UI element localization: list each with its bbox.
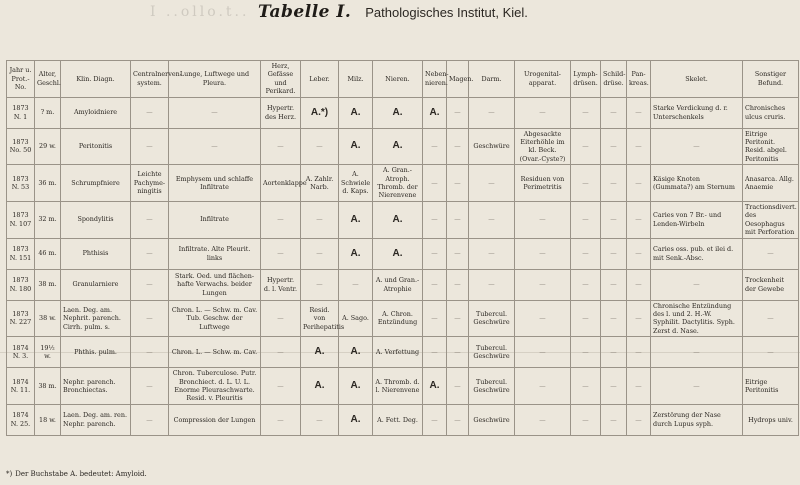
institute-subtitle: Pathologisches Institut, Kiel.	[365, 5, 528, 20]
table-cell: Starke Verdickung d. r. Unterschenkels	[651, 97, 743, 128]
table-cell: —	[601, 269, 627, 300]
table-cell: A. Gran.-Atroph. Thromb. der Nierenvene	[373, 165, 423, 202]
table-cell: 1873 No. 50	[7, 128, 35, 165]
footnote-text: Der Buchstabe A. bedeutet: Amyloid.	[15, 470, 147, 478]
table-cell: —	[447, 128, 469, 165]
table-cell: —	[423, 300, 447, 337]
table-cell: —	[515, 269, 571, 300]
table-cell: —	[423, 201, 447, 238]
table-row	[7, 128, 799, 165]
table-cell: —	[571, 300, 601, 337]
table-cell: Trockenheit der Gewebe	[743, 269, 799, 300]
col-header-cns: Centralnerven-system.	[131, 61, 169, 98]
table-cell: Infiltrate. Alte Pleurit. links	[169, 238, 261, 269]
table-cell: 1873 N. 180	[7, 269, 35, 300]
col-header-liver: Leber.	[301, 61, 339, 98]
table-cell: A.	[301, 337, 339, 368]
table-cell: —	[627, 337, 651, 368]
table-cell: —	[515, 404, 571, 435]
table-cell: —	[515, 97, 571, 128]
col-header-other: Sonstiger Befund.	[743, 61, 799, 98]
table-cell: —	[571, 238, 601, 269]
table-cell: —	[627, 165, 651, 202]
table-cell: —	[447, 201, 469, 238]
col-header-urogenital: Urogenital-apparat.	[515, 61, 571, 98]
table-cell: —	[423, 165, 447, 202]
pathology-table	[6, 60, 799, 436]
table-cell: —	[651, 337, 743, 368]
table-cell: —	[301, 238, 339, 269]
table-cell: —	[301, 404, 339, 435]
table-cell: Resid. von Perihepatitis	[301, 300, 339, 337]
table-cell: A.	[339, 201, 373, 238]
table-cell: Chronisches ulcus cruris.	[743, 97, 799, 128]
table-cell: Tubercul. Geschwüre	[469, 368, 515, 405]
table-cell: —	[261, 300, 301, 337]
table-row	[7, 97, 799, 128]
table-cell: —	[469, 238, 515, 269]
col-header-pancreas: Pan-kreas.	[627, 61, 651, 98]
table-cell: 18 w.	[35, 404, 61, 435]
table-cell: Tubercul. Geschwüre	[469, 300, 515, 337]
table-cell: —	[131, 404, 169, 435]
faded-bleedthrough-title: I ..ollo.t..	[150, 4, 250, 20]
table-cell: A. Verfettung	[373, 337, 423, 368]
table-row	[7, 238, 799, 269]
table-cell: —	[131, 337, 169, 368]
header-row	[7, 61, 799, 98]
col-header-intestine: Darm.	[469, 61, 515, 98]
table-row	[7, 404, 799, 435]
table-cell: 1873 N. 53	[7, 165, 35, 202]
table-cell: Leichte Pachyme-ningitis	[131, 165, 169, 202]
table-cell: —	[131, 128, 169, 165]
table-cell: —	[423, 238, 447, 269]
table-cell: 19½ w.	[35, 337, 61, 368]
table-body	[7, 97, 799, 435]
col-header-skeleton: Skelet.	[651, 61, 743, 98]
table-cell: —	[423, 404, 447, 435]
table-cell: —	[651, 128, 743, 165]
table-cell: 29 w.	[35, 128, 61, 165]
table-cell: 36 m.	[35, 165, 61, 202]
table-cell: Anasarca. Allg. Anaemie	[743, 165, 799, 202]
table-cell: —	[131, 368, 169, 405]
table-cell: —	[447, 368, 469, 405]
table-cell: Hypertr. d. l. Ventr.	[261, 269, 301, 300]
table-cell: Tractionsdivert. des Oesophagus mit Perforation	[743, 201, 799, 238]
table-cell: —	[131, 97, 169, 128]
table-cell: 38 w.	[35, 300, 61, 337]
table-cell: A.	[339, 238, 373, 269]
table-cell: —	[743, 337, 799, 368]
footnote	[6, 470, 150, 478]
table-cell: —	[131, 300, 169, 337]
table-cell: —	[447, 165, 469, 202]
table-cell: Granularniere	[61, 269, 131, 300]
table-cell: —	[651, 368, 743, 405]
table-cell: —	[601, 300, 627, 337]
table-cell: —	[571, 404, 601, 435]
table-cell: 1874 N. 11.	[7, 368, 35, 405]
table-cell: A. Schwiele d. Kaps.	[339, 165, 373, 202]
table-cell: —	[339, 269, 373, 300]
table-cell: Peritonitis	[61, 128, 131, 165]
table-cell: Tubercul. Geschwüre	[469, 337, 515, 368]
table-cell: Residuen von Perimetritis	[515, 165, 571, 202]
table-cell: Chron. L. — Schw. m. Cav. Tub. Geschw. der Luftwege	[169, 300, 261, 337]
table-cell: A.	[373, 97, 423, 128]
table-cell: —	[627, 368, 651, 405]
table-cell: —	[261, 238, 301, 269]
table-cell: Phthis. pulm.	[61, 337, 131, 368]
table-cell: —	[515, 238, 571, 269]
table-cell: —	[169, 128, 261, 165]
table-cell: Hypertr. des Herz.	[261, 97, 301, 128]
table-cell: Compression der Lungen	[169, 404, 261, 435]
table-cell: —	[601, 404, 627, 435]
table-cell: —	[627, 238, 651, 269]
table-cell: —	[601, 165, 627, 202]
table-cell: Eitrige Peritonit. Resid. abgel. Peritonitis	[743, 128, 799, 165]
table-cell: —	[515, 300, 571, 337]
table-cell: —	[515, 201, 571, 238]
table-cell: Phthisis	[61, 238, 131, 269]
table-cell: Chron. Tuberculose. Putr. Bronchiect. d. L. U. L. Enorme Pleuraschwarte. Resid. v. Pleuritis	[169, 368, 261, 405]
col-header-age: Alter, Geschl.	[35, 61, 61, 98]
table-cell: —	[301, 269, 339, 300]
table-cell: —	[601, 337, 627, 368]
table-cell: Eitrige Peritonitis	[743, 368, 799, 405]
table-cell: —	[261, 201, 301, 238]
table-row	[7, 300, 799, 337]
col-header-heart: Herz, Gefässe und Perikard.	[261, 61, 301, 98]
table-cell: A. und Gran.-Atrophie	[373, 269, 423, 300]
table-cell: —	[627, 97, 651, 128]
col-header-kidneys: Nieren.	[373, 61, 423, 98]
table-cell: Abgesackte Eiterhöhle im kl. Beck. (Ovar.-Cyste?)	[515, 128, 571, 165]
table-title: Tabelle I.	[258, 2, 352, 22]
table-cell: —	[261, 404, 301, 435]
col-header-year: Jahr u. Prot.-No.	[7, 61, 35, 98]
table-cell: —	[469, 201, 515, 238]
table-cell: —	[447, 269, 469, 300]
table-cell: —	[571, 165, 601, 202]
table-cell: —	[301, 201, 339, 238]
table-cell: 1874 N. 3.	[7, 337, 35, 368]
table-cell: A.	[301, 368, 339, 405]
table-cell: Laen. Deg. am. Nephrit. parench. Cirrh. pulm. s.	[61, 300, 131, 337]
table-cell: ? m.	[35, 97, 61, 128]
table-cell: —	[627, 404, 651, 435]
table-cell: A.	[339, 368, 373, 405]
table-cell: 46 m.	[35, 238, 61, 269]
col-header-thyroid: Schild-drüse.	[601, 61, 627, 98]
table-cell: —	[601, 128, 627, 165]
col-header-clinical-diagnosis: Klin. Diagn.	[61, 61, 131, 98]
table-cell: —	[447, 300, 469, 337]
table-cell: A.	[339, 404, 373, 435]
table-cell: A.	[423, 97, 447, 128]
table-cell: —	[131, 269, 169, 300]
table-cell: —	[131, 201, 169, 238]
table-cell: Aortenklappe	[261, 165, 301, 202]
table-cell: 1873 N. 227	[7, 300, 35, 337]
page-header	[258, 2, 528, 22]
table-cell: 32 m.	[35, 201, 61, 238]
table-cell: —	[627, 128, 651, 165]
table-cell: A. Thromb. d. l. Nierenvene	[373, 368, 423, 405]
table-cell: —	[301, 128, 339, 165]
table-cell: Spondylitis	[61, 201, 131, 238]
table-cell: —	[601, 238, 627, 269]
col-header-adrenals: Neben-nieren.	[423, 61, 447, 98]
table-cell: —	[423, 269, 447, 300]
table-cell: —	[447, 97, 469, 128]
table-cell: —	[571, 97, 601, 128]
table-cell: 1874 N. 25.	[7, 404, 35, 435]
table-cell: —	[423, 128, 447, 165]
table-cell: —	[423, 337, 447, 368]
col-header-stomach: Magen.	[447, 61, 469, 98]
table-cell: 38 m.	[35, 368, 61, 405]
table-cell: —	[627, 269, 651, 300]
col-header-lymph: Lymph-drüsen.	[571, 61, 601, 98]
table-cell: Caries von 7 Br.- und Lenden-Wirbeln	[651, 201, 743, 238]
table-cell: Caries oss. pub. et ilei d. mit Senk.-Absc.	[651, 238, 743, 269]
table-cell: 1873 N. 151	[7, 238, 35, 269]
table-cell: —	[743, 300, 799, 337]
table-cell: Laen. Deg. am. ren. Nephr. parench.	[61, 404, 131, 435]
table-cell: —	[571, 337, 601, 368]
table-cell: Geschwüre	[469, 128, 515, 165]
table-cell: A.	[339, 97, 373, 128]
table-cell: —	[261, 128, 301, 165]
table-row	[7, 337, 799, 368]
table-cell: Schrumpfniere	[61, 165, 131, 202]
table-cell: A.	[423, 368, 447, 405]
table-cell: Nephr. parench. Bronchiectas.	[61, 368, 131, 405]
table-cell: —	[261, 337, 301, 368]
table-cell: A. Zahlr. Narb.	[301, 165, 339, 202]
table-cell: A.*)	[301, 97, 339, 128]
table-cell: Geschwüre	[469, 404, 515, 435]
table-cell: —	[469, 97, 515, 128]
table-row	[7, 165, 799, 202]
table-cell: —	[131, 238, 169, 269]
table-row	[7, 368, 799, 405]
table-cell: —	[571, 201, 601, 238]
table-cell: Emphysem und schlaffe Infiltrate	[169, 165, 261, 202]
table-row	[7, 201, 799, 238]
table-cell: Hydrops univ.	[743, 404, 799, 435]
footnote-marker: *)	[6, 470, 13, 478]
table-cell: Amyloidniere	[61, 97, 131, 128]
table-cell: —	[601, 201, 627, 238]
table-cell: —	[651, 269, 743, 300]
col-header-spleen: Milz.	[339, 61, 373, 98]
table-cell: A.	[339, 128, 373, 165]
table-cell: A.	[339, 337, 373, 368]
table-cell: A.	[373, 128, 423, 165]
table-cell: —	[469, 165, 515, 202]
col-header-lung: Lunge, Luftwege und Pleura.	[169, 61, 261, 98]
table-cell: —	[469, 269, 515, 300]
table-cell: A. Sago.	[339, 300, 373, 337]
table-cell: A. Fett. Deg.	[373, 404, 423, 435]
table-cell: —	[601, 97, 627, 128]
table-cell: 38 m.	[35, 269, 61, 300]
table-cell: Chronische Entzündung des l. und 2. H.-W. Syphilit. Dactylitis. Syph. Zerst d. Nase.	[651, 300, 743, 337]
table-cell: —	[571, 128, 601, 165]
table-cell: —	[571, 368, 601, 405]
table-cell: —	[627, 201, 651, 238]
table-cell: —	[447, 337, 469, 368]
table-cell: —	[169, 97, 261, 128]
table-cell: —	[627, 300, 651, 337]
table-cell: —	[571, 269, 601, 300]
table-cell: —	[447, 404, 469, 435]
table-cell: A.	[373, 238, 423, 269]
table-cell: 1873 N. 1	[7, 97, 35, 128]
table-row	[7, 269, 799, 300]
table-cell: —	[447, 238, 469, 269]
table-cell: Chron. L. — Schw. m. Cav.	[169, 337, 261, 368]
table-cell: —	[515, 368, 571, 405]
table-cell: A. Chron. Entzündung	[373, 300, 423, 337]
table-cell: Käsige Knoten (Gummata?) am Sternum	[651, 165, 743, 202]
table-cell: —	[743, 238, 799, 269]
table-cell: 1873 N. 107	[7, 201, 35, 238]
table-cell: Stark. Oed. und flächen-hafte Verwachs. beider Lungen	[169, 269, 261, 300]
table-cell: Infiltrate	[169, 201, 261, 238]
table-cell: —	[515, 337, 571, 368]
table-cell: A.	[373, 201, 423, 238]
table-cell: —	[601, 368, 627, 405]
table-cell: —	[261, 368, 301, 405]
table-cell: Zerstörung der Nase durch Lupus syph.	[651, 404, 743, 435]
